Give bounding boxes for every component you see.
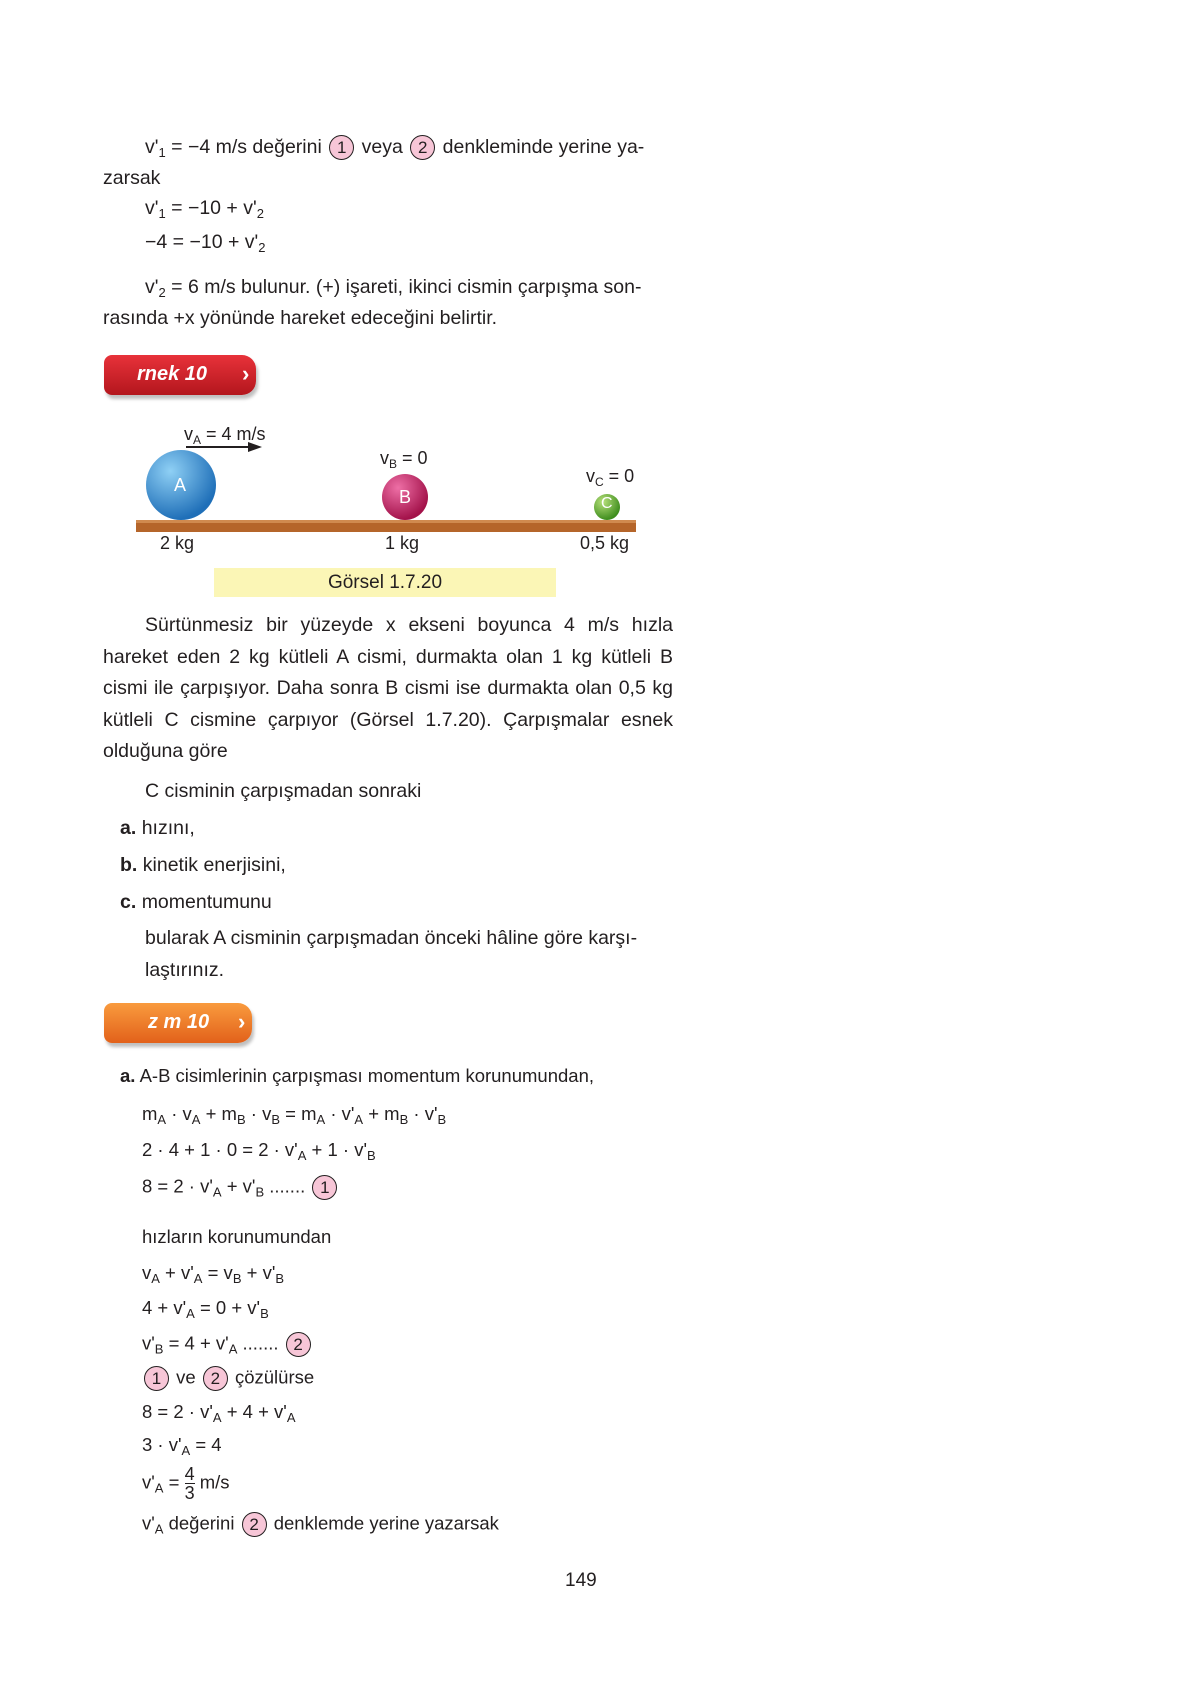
intro-line-2: zarsak bbox=[103, 167, 161, 189]
list-item: a. hızını, bbox=[120, 817, 195, 839]
closing-line-1: bularak A cisminin çarpışmadan önceki hâline göre karşı- bbox=[145, 927, 638, 949]
eq-ref-2: 2 bbox=[242, 1512, 267, 1537]
eq-ref-2: 2 bbox=[286, 1332, 311, 1357]
ball-a-letter: A bbox=[174, 475, 187, 495]
eq-3va: $3 \cdot v'_A = 4$ bbox=[142, 1434, 222, 1458]
eq-2: $v'_B = 4 + v'_A$ ....... 2 bbox=[142, 1332, 313, 1357]
eq-momentum-num: $2 \cdot 4 + 1 \cdot 0 = 2 \cdot v'_A + 1 \cdot v'_B$ bbox=[142, 1139, 376, 1163]
ball-a-velocity: $v_A = 4$ m/s bbox=[184, 424, 266, 447]
intro-result-2: rasında +x yönünde hareket edeceğini belirtir. bbox=[103, 307, 498, 329]
eq-va: $v'_A$ = $\frac{4}{3}$ m/s bbox=[142, 1464, 230, 1503]
closing-line-2: laştırınız. bbox=[145, 959, 225, 981]
intro-result-1: $v'_2 = 6$ m/s bulunur. (+) işareti, ikinci cismin çarpışma son- bbox=[145, 276, 642, 300]
eq-ref-2: 2 bbox=[203, 1366, 228, 1391]
eq-ref-1: 1 bbox=[329, 135, 354, 160]
eq-velocity: $v_A + v'_A = v_B + v'_B$ bbox=[142, 1262, 285, 1286]
hiz-korunum: hızların korunumundan bbox=[142, 1226, 332, 1247]
eq-final: $v'_A$ değerini 2 denklemde yerine yazarsak bbox=[142, 1512, 499, 1537]
page-number: 149 bbox=[565, 1570, 597, 1591]
ball-a-mass: 2 kg bbox=[160, 533, 195, 553]
ball-b-letter: B bbox=[399, 487, 412, 507]
example-badge bbox=[104, 355, 264, 399]
example-badge-label: rnek 10 bbox=[137, 363, 208, 385]
chevron-right-icon: › bbox=[242, 361, 250, 386]
list-item: b. kinetik enerjisini, bbox=[120, 854, 286, 876]
problem-text: Sürtünmesiz bir yüzeyde x ekseni boyunca 4 m/s hızla hareket eden 2 kg kütleli A cismi, durmakta olan 1 kg kütleli B cismi ile çarpışıyor. Daha sonra B cismi ise durmakta olan 0,5 kg kütleli C cismine çarpıyor (Görsel 1.7.20). Çarpışmalar esnek olduğuna göre bbox=[103, 614, 673, 762]
ball-c-velocity: $v_C = 0$ bbox=[586, 466, 635, 489]
solve-line: 1 ve 2 çözülürse bbox=[142, 1366, 314, 1391]
intro-eq-2: $-4 = -10 + v'_2$ bbox=[145, 231, 266, 255]
eq-ref-2: 2 bbox=[410, 135, 435, 160]
eq-velocity-num: $4 + v'_A = 0 + v'_B$ bbox=[142, 1297, 269, 1321]
figure-caption: Görsel 1.7.20 bbox=[214, 568, 556, 597]
ball-c-mass: 0,5 kg bbox=[580, 533, 630, 553]
eq-1: $8 = 2 \cdot v'_A + v'_B$ ....... 1 bbox=[142, 1175, 339, 1200]
fraction: $\frac{4}{3}$ bbox=[184, 1464, 195, 1503]
intro-line-1: $v'_1 = -4$ m/s değerini 1 veya 2 denkleminde yerine ya- bbox=[145, 136, 645, 160]
solution-badge bbox=[104, 1003, 264, 1047]
eq-ref-1: 1 bbox=[144, 1366, 169, 1391]
solution-a: a. A-B cisimlerinin çarpışması momentum korunumundan, bbox=[120, 1065, 595, 1086]
ball-c-letter: C bbox=[601, 495, 613, 512]
chevron-right-icon: › bbox=[238, 1009, 246, 1034]
eq-sub: $8 = 2 \cdot v'_A + 4 + v'_A$ bbox=[142, 1401, 296, 1425]
solution-badge-label: z m 10 bbox=[148, 1011, 210, 1033]
list-item: c. momentumunu bbox=[120, 891, 272, 913]
ball-b-mass: 1 kg bbox=[385, 533, 420, 553]
intro-eq-1: $v'_1 = -10 + v'_2$ bbox=[145, 197, 264, 221]
question-intro: C cisminin çarpışmadan sonraki bbox=[145, 780, 422, 802]
eq-ref-1: 1 bbox=[312, 1175, 337, 1200]
ball-b-velocity: $v_B = 0$ bbox=[380, 448, 428, 471]
eq-momentum: $m_A \cdot v_A + m_B \cdot v_B = m_A \cdot v'_A + m_B \cdot v'_B$ bbox=[142, 1103, 447, 1127]
